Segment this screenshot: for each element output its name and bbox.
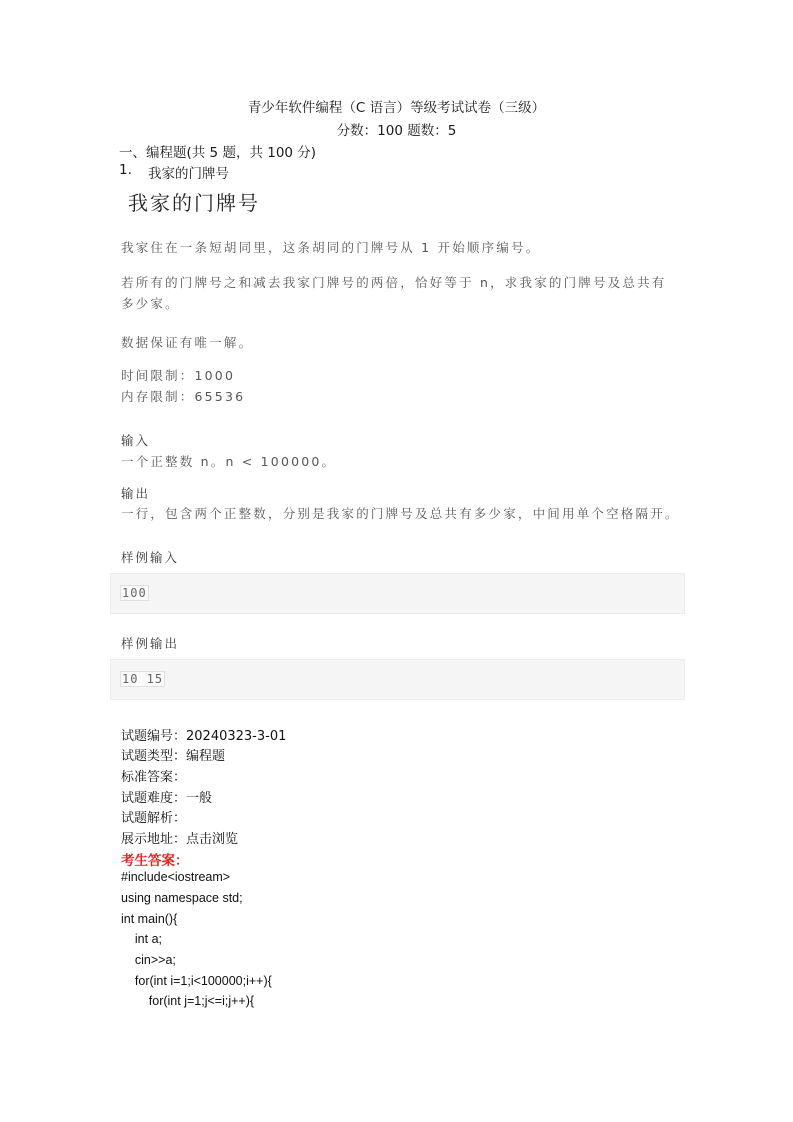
code-line: int a; <box>121 932 162 946</box>
time-limit: 时间限制：1000 <box>121 368 236 383</box>
question-number: 1. <box>119 162 132 178</box>
sample-input-box <box>110 573 685 614</box>
problem-heading: 我家的门牌号 <box>128 191 260 215</box>
input-description: 一个正整数 n。n < 100000。 <box>121 454 337 469</box>
code-line: for(int i=1;i<100000;i++){ <box>121 974 272 988</box>
standard-answer: 标准答案： <box>121 770 187 785</box>
question-analysis: 试题解析： <box>121 811 187 826</box>
sample-output-box <box>110 659 685 700</box>
sample-input-label: 样例输入 <box>121 550 180 565</box>
question-difficulty: 试题难度：一般 <box>121 791 213 806</box>
sample-input-value: 100 <box>122 586 147 600</box>
problem-paragraph-1: 我家住在一条短胡同里，这条胡同的门牌号从 1 开始顺序编号。 <box>121 240 541 255</box>
section-heading: 一、编程题(共 5 题，共 100 分) <box>119 145 317 161</box>
code-line: int main(){ <box>121 912 178 926</box>
candidate-answer-label: 考生答案： <box>121 853 189 869</box>
question-name: 我家的门牌号 <box>148 166 229 182</box>
question-id: 试题编号：20240323-3-01 <box>121 729 287 744</box>
problem-paragraph-3: 数据保证有唯一解。 <box>121 335 254 350</box>
input-label: 输入 <box>121 433 151 448</box>
problem-paragraph-2: 若所有的门牌号之和减去我家门牌号的两倍，恰好等于 n，求我家的门牌号及总共有多少家。 <box>121 275 667 311</box>
question-type: 试题类型：编程题 <box>121 749 226 764</box>
sample-output-value: 10 15 <box>122 672 164 686</box>
code-line: using namespace std; <box>121 891 243 905</box>
output-label: 输出 <box>121 486 151 501</box>
display-link[interactable]: 展示地址：点击浏览 <box>121 832 239 847</box>
code-line: for(int j=1;j<=i;j++){ <box>121 994 255 1008</box>
memory-limit: 内存限制：65536 <box>121 389 246 404</box>
output-description: 一行，包含两个正整数，分别是我家的门牌号及总共有多少家，中间用单个空格隔开。 <box>121 506 680 521</box>
code-line: #include<iostream> <box>121 870 231 884</box>
code-line: cin>>a; <box>121 953 176 967</box>
exam-title: 青少年软件编程（C 语言）等级考试试卷（三级） <box>247 100 546 116</box>
exam-subtitle: 分数：100 题数：5 <box>336 123 457 139</box>
sample-output-label: 样例输出 <box>121 636 180 651</box>
